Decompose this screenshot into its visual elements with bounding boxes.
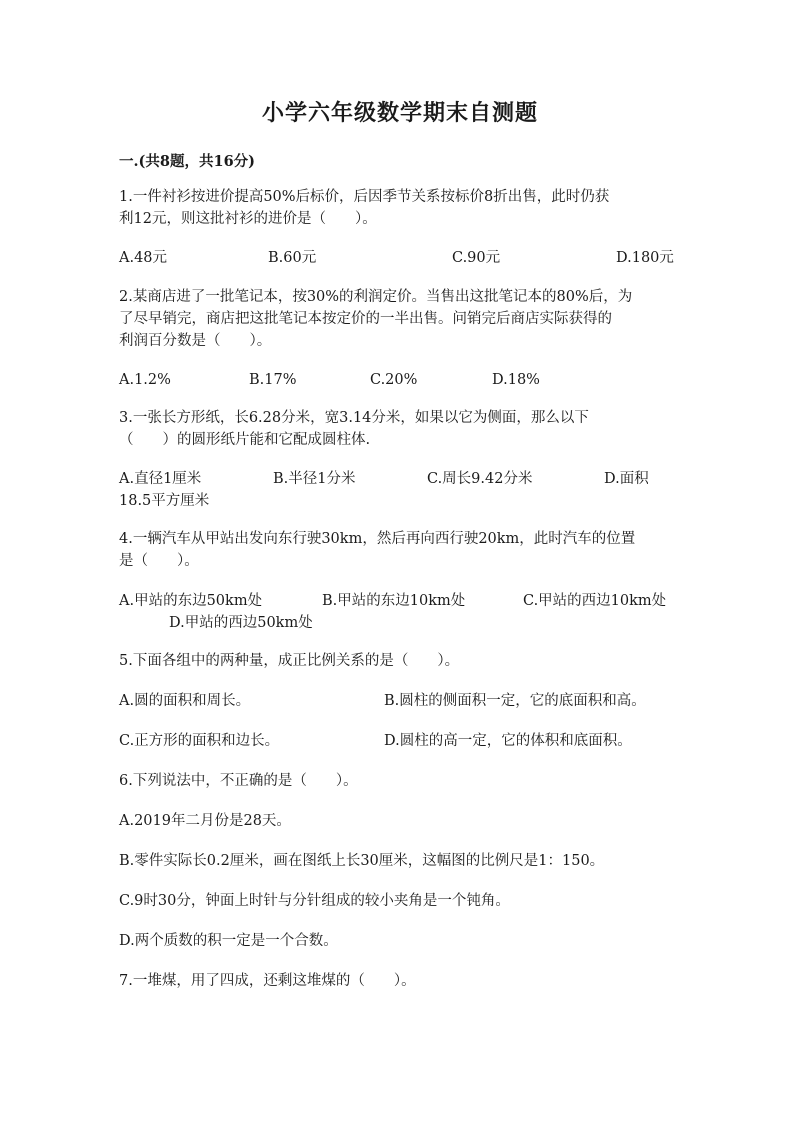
option-c: C.正方形的面积和边长。: [119, 733, 280, 749]
option-d: D.甲站的西边50km处: [169, 615, 313, 631]
option-d: D.两个质数的积一定是一个合数。: [119, 933, 338, 949]
option-b: B.甲站的东边10km处: [322, 593, 466, 609]
option-c: C.90元: [452, 250, 501, 266]
question-text-line: 利润百分数是（ ）。: [119, 333, 272, 349]
option-a: A.2019年二月份是28天。: [119, 813, 291, 829]
option-a: A.甲站的东边50km处: [119, 593, 263, 609]
options-3: [119, 468, 685, 512]
question-text-line: （ ）的圆形纸片能和它配成圆柱体.: [119, 432, 371, 448]
option-b: B.圆柱的侧面积一定，它的底面积和高。: [384, 693, 646, 709]
question-5: [119, 650, 685, 672]
question-text-line: 利12元，则这批衬衫的进价是（ ）。: [119, 211, 377, 227]
question-3: [119, 407, 685, 451]
question-text-line: 5.下面各组中的两种量，成正比例关系的是（ ）。: [119, 653, 460, 669]
question-6: [119, 770, 685, 792]
option-c: C.20%: [370, 372, 418, 388]
option-d: D.圆柱的高一定，它的体积和底面积。: [384, 733, 632, 749]
option-d: D.面积: [604, 471, 649, 487]
option-d-continued: 18.5平方厘米: [119, 493, 210, 509]
question-text-line: 1.一件衬衫按进价提高50%后标价，后因季节关系按标价8折出售，此时仍获: [119, 189, 610, 205]
question-text-line: 2.某商店进了一批笔记本，按30%的利润定价。当售出这批笔记本的80%后，为: [119, 289, 633, 305]
option-d: D.18%: [492, 372, 540, 388]
option-a: A.直径1厘米: [119, 471, 202, 487]
question-text-line: 是（ ）。: [119, 553, 199, 569]
option-c: C.周长9.42分米: [427, 471, 533, 487]
question-text-line: 了尽早销完，商店把这批笔记本按定价的一半出售。问销完后商店实际获得的: [119, 311, 612, 327]
option-c: C.甲站的西边10km处: [523, 593, 667, 609]
section-heading: 一.(共8题，共16分): [119, 153, 256, 170]
question-4: [119, 528, 685, 572]
option-d: D.180元: [616, 250, 674, 266]
question-1: [119, 186, 685, 230]
question-2: [119, 286, 685, 352]
option-a: A.48元: [119, 250, 168, 266]
option-b: B.半径1分米: [273, 471, 356, 487]
options-5: [119, 690, 685, 752]
question-text-line: 3.一张长方形纸，长6.28分米，宽3.14分米，如果以它为侧面，那么以下: [119, 410, 589, 426]
option-a: A.1.2%: [119, 372, 171, 388]
option-a: A.圆的面积和周长。: [119, 693, 251, 709]
option-b: B.17%: [249, 372, 297, 388]
options-6: [119, 810, 685, 952]
option-b: B.60元: [268, 250, 317, 266]
options-4: [119, 590, 685, 634]
page-title: 小学六年级数学期末自测题: [261, 100, 538, 126]
question-text-line: 7.一堆煤，用了四成，还剩这堆煤的（ ）。: [119, 973, 416, 989]
question-7: [119, 970, 685, 992]
option-b: B.零件实际长0.2厘米，画在图纸上长30厘米，这幅图的比例尺是1：150。: [119, 853, 605, 869]
question-text-line: 6.下列说法中，不正确的是（ ）。: [119, 773, 358, 789]
question-text-line: 4.一辆汽车从甲站出发向东行驶30km，然后再向西行驶20km，此时汽车的位置: [119, 531, 636, 547]
option-c: C.9时30分，钟面上时针与分针组成的较小夹角是一个钝角。: [119, 893, 510, 909]
